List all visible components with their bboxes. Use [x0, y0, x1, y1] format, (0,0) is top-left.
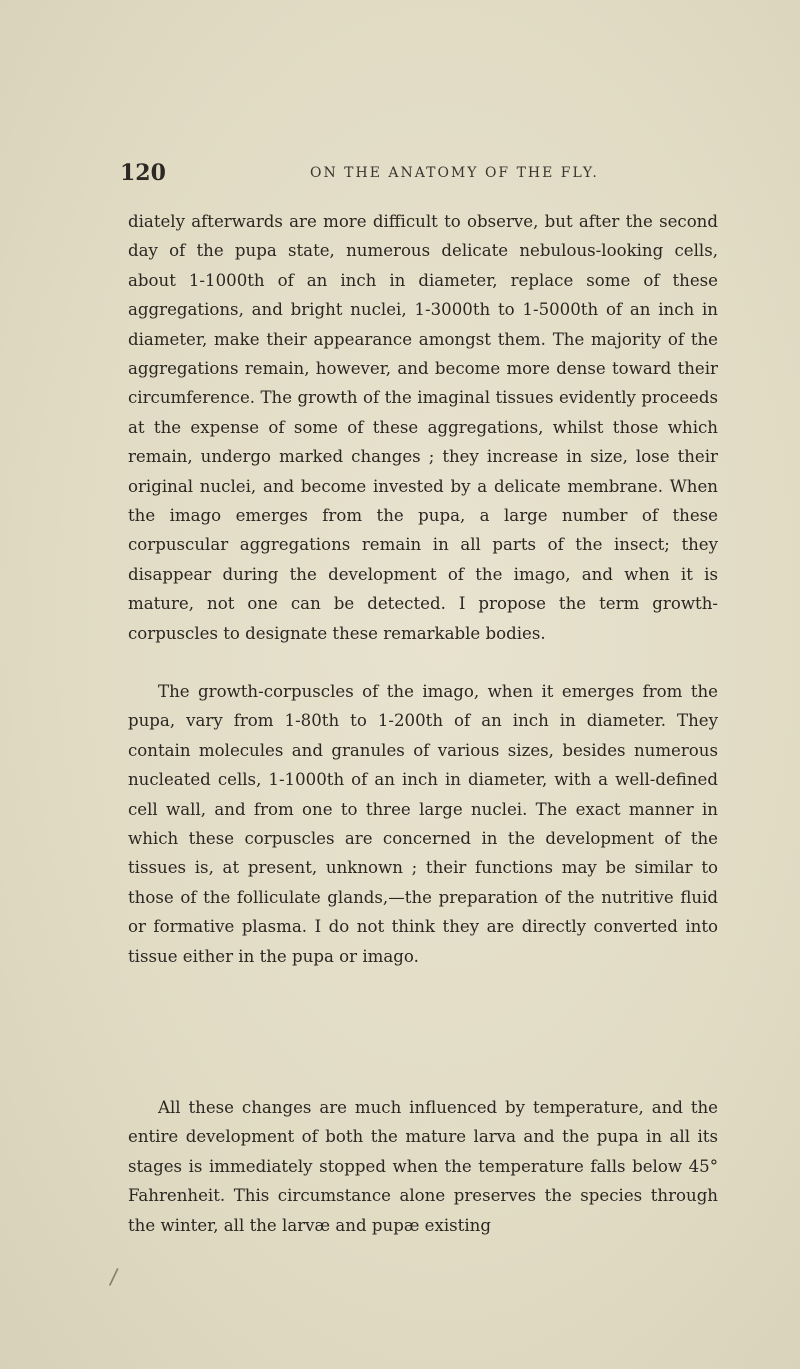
paragraph-growth-corpuscles: The growth-corpuscles of the imago, when it emerges from the pupa, vary from 1-80th to 1-200th of an inch in diameter. They contain molecules and granules of various sizes, besides numerous nucleated cells, 1-1000th of an inch in diameter, with a well-defined cell wall, and from one to three large nuclei. The exact manner in which these corpuscles are concerned in the development of the tissues is, at present, unknown ; their functions may be similar to those of the folliculate glands,—the preparation of the nutritive fluid or formative plasma. I do not think they are directly converted into tissue either in the pupa or imago.: [128, 682, 718, 966]
body-text: [128, 207, 718, 1240]
margin-pencil-mark: /: [108, 1264, 120, 1291]
page-number: 120: [120, 160, 166, 186]
paragraph-temperature: All these changes are much influenced by temperature, and the entire development of both the mature larva and the pupa in all its stages is immediately stopped when the temperature falls below 45° Fahrenheit. This circumstance alone preserves the species through the winter, all the larvæ and pupæ existing: [128, 1098, 718, 1235]
paragraph-continuation: diately afterwards are more difficult to observe, but after the second day of the pupa state, numerous delicate nebulous-looking cells, about 1-1000th of an inch in diameter, replace some of these aggregations, and bright nuclei, 1-3000th to 1-5000th of an inch in diameter, make their appearance amongst them. The majority of the aggregations remain, however, and become more dense toward their circumference. The growth of the imaginal tissues evidently proceeds at the expense of some of these aggregations, whilst those which remain, undergo marked changes ; they increase in size, lose their original nuclei, and become invested by a delicate membrane. When the imago emerges from the pupa, a large number of these corpuscular aggregations remain in all parts of the insect; they disappear during the development of the imago, and when it is mature, not one can be detected. I propose the term growth-corpuscles to designate these remarkable bodies.: [128, 212, 718, 643]
page-header: [120, 160, 720, 190]
running-head: ON THE ANATOMY OF THE FLY.: [310, 165, 599, 181]
